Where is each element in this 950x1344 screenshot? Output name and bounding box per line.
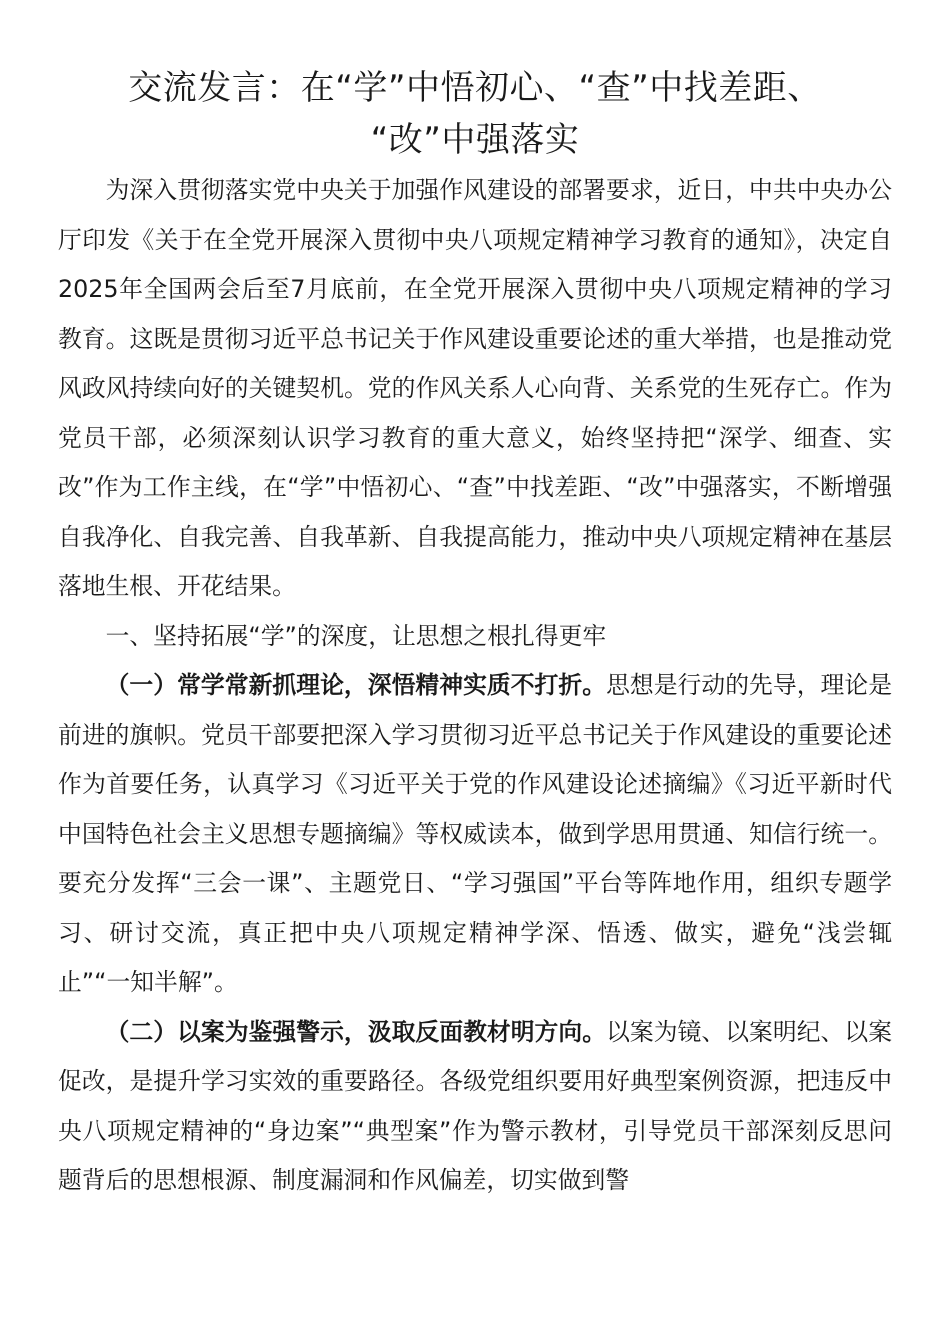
item-2-lead: （二）以案为鉴强警示，汲取反面教材明方向。 [105,1017,607,1046]
document-page [58,62,892,1206]
item-1-lead: （一）常学常新抓理论，深悟精神实质不打折。 [105,671,607,699]
item-2-text: 以案为镜、以案明纪、以案促改，是提升学习实效的重要路径。各级党组织要用好典型案例资源，把违反中央八项规定精神的“身边案”“典型案”作为警示教材，引导党员干部深刻反思问题背后的思想根源、制度漏洞和作风偏差，切实做到警 [58,1017,893,1194]
document-title [58,62,892,166]
intro-paragraph: 为深入贯彻落实党中央关于加强作风建设的部署要求，近日，中共中央办公厅印发《关于在全党开展深入贯彻中央八项规定精神学习教育的通知》，决定自2025年全国两会后至7月底前，在全党开展深入贯彻中央八项规定精神的学习教育。这既是贯彻习近平总书记关于作风建设重要论述的重大举措，也是推动党风政风持续向好的关键契机。党的作风关系人心向背、关系党的生死存亡。作为党员干部，必须深刻认识学习教育的重大意义，始终坚持把“深学、细查、实改”作为工作主线，在“学”中悟初心、“查”中找差距、“改”中强落实，不断增强自我净化、自我完善、自我革新、自我提高能力，推动中央八项规定精神在基层落地生根、开花结果。 [58,176,892,600]
item-1-text: 思想是行动的先导，理论是前进的旗帜。党员干部要把深入学习贯彻习近平总书记关于作风建设的重要论述作为首要任务，认真学习《习近平关于党的作风建设论述摘编》《习近平新时代中国特色社会主义思想专题摘编》等权威读本，做到学思用贯通、知信行统一。要充分发挥“三会一课”、主题党日、“学习强国”平台等阵地作用，组织专题学习、研讨交流，真正把中央八项规定精神学深、悟透、做实，避免“浅尝辄止”“一知半解”。 [58,671,893,996]
section-item-2 [58,1008,892,1206]
title-line-1: 交流发言：在“学”中悟初心、“查”中找差距、 [128,68,822,108]
section-item-1 [58,661,892,1008]
section-heading: 一、坚持拓展“学”的深度，让思想之根扎得更牢 [105,621,607,650]
title-line-2: “改”中强落实 [370,120,580,160]
